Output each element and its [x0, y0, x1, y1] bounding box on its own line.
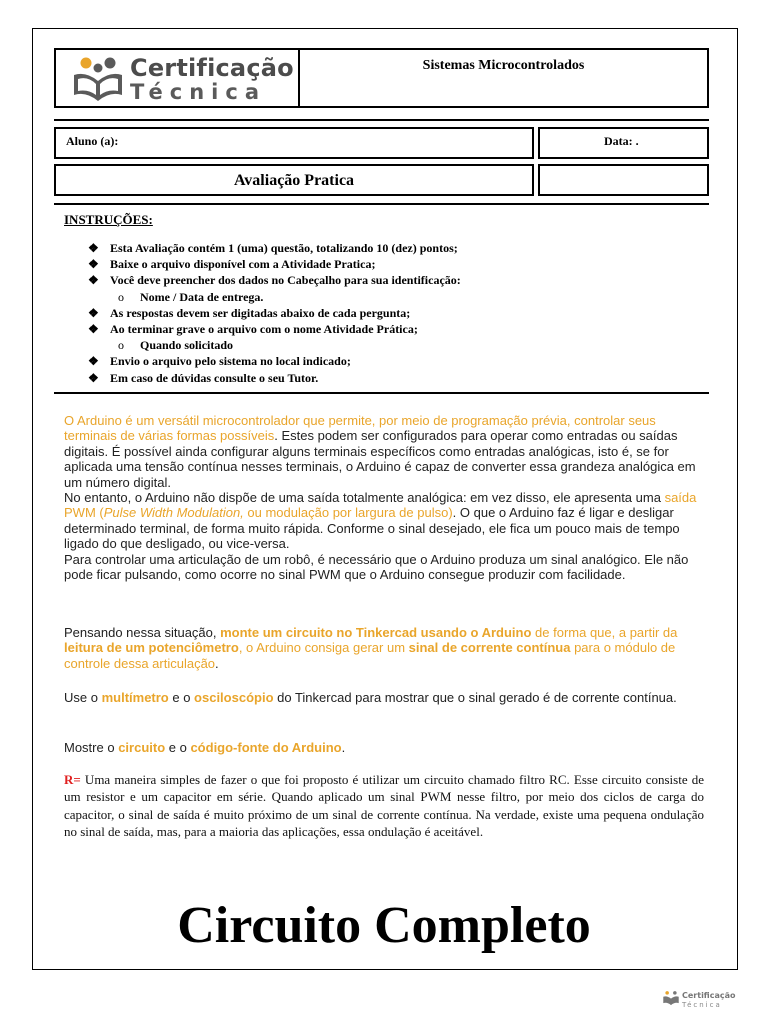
- instruction-item: ❖ Você deve preencher dos dados no Cabeçalho para sua identificação:: [88, 273, 461, 288]
- footer-logo-line1: Certificação: [682, 991, 736, 1000]
- instructions-top-divider: [54, 203, 709, 205]
- footer-logo-icon: [662, 990, 680, 1006]
- diamond-bullet-icon: ❖: [88, 322, 99, 337]
- diamond-bullet-icon: ❖: [88, 354, 99, 369]
- diamond-bullet-icon: ❖: [88, 241, 99, 255]
- instruction-item: ❖ Baixe o arquivo disponível com a Atividade Pratica;: [88, 257, 376, 272]
- diamond-bullet-icon: ❖: [88, 370, 99, 385]
- answer-marker: R=: [64, 772, 81, 787]
- instructions-list: [88, 240, 688, 386]
- footer-logo-line2: Técnica: [682, 1001, 722, 1009]
- instruction-item: ❖ Ao terminar grave o arquivo com o nome Atividade Prática;: [88, 322, 418, 337]
- question-paragraph-tools: Use o multímetro e o osciloscópio do Tinkercad para mostrar que o sinal gerado é de corrente contínua.: [64, 690, 677, 705]
- subject-box: [298, 48, 709, 108]
- logo-brand-line1: Certificação: [130, 54, 294, 82]
- grade-box: [538, 164, 709, 196]
- diamond-bullet-icon: ❖: [88, 305, 99, 320]
- date-label: Data: .: [604, 134, 639, 148]
- circle-bullet-icon: o: [118, 338, 124, 353]
- instruction-item: ❖ As respostas devem ser digitadas abaixo de cada pergunta;: [88, 305, 411, 320]
- student-name-label: Aluno (a):: [66, 134, 119, 148]
- circuit-section-title: Circuito Completo: [177, 897, 591, 954]
- question-paragraph-show: Mostre o circuito e o código-fonte do Arduino.: [64, 740, 346, 755]
- date-field[interactable]: [538, 127, 709, 159]
- instruction-subitem: o Nome / Data de entrega.: [118, 289, 264, 304]
- answer-paragraph: R= Uma maneira simples de fazer o que foi proposto é utilizar um circuito chamado filtro RC. Esse circuito consiste de um resistor e um capacitor em série. Quando aplicado um sinal PWM nesse filtro, por meio dos ciclos de carga do capacitor, o sinal de saída é muito próximo de um sinal de corrente contínua. Na verdade, existe uma pequena ondulação no sinal de saída, mas, para a maioria das aplicações, essa ondulação é aceitável.: [64, 772, 704, 839]
- diamond-bullet-icon: ❖: [88, 257, 99, 272]
- instructions-heading: INSTRUÇÕES:: [64, 212, 153, 227]
- instruction-item: ❖ Em caso de dúvidas consulte o seu Tutor.: [88, 370, 319, 385]
- assessment-title: Avaliação Pratica: [233, 172, 355, 189]
- instruction-item: ❖ Esta Avaliação contém 1 (uma) questão, totalizando 10 (dez) pontos;: [88, 241, 458, 255]
- question-paragraph-intro: O Arduino é um versátil microcontrolador que permite, por meio de programação prévia, controlar seus terminais de várias formas possíveis. Estes podem ser configurados para operar como entradas ou saídas digitais. É possível ainda configurar alguns terminais específicos como entradas analógicas, isto é, se for aplicada uma tensão contínua nesses terminais, o Arduino é capaz de converter essa grandeza analógica em um número digital. No entanto, o Arduino não dispõe de uma saída totalmente analógica: em vez disso, ele apresenta uma saída PWM (Pulse Width Modulation, ou modulação por largura de pulso). O que o Arduino faz é ligar e desligar determinado terminal, de forma muito rápida. Conforme o sinal desejado, ele fica um pouco mais de tempo ligado do que desligado, ou vice-versa. Para controlar uma articulação de um robô, é necessário que o Arduino produza um sinal analógico. Ele não pode ficar pulsando, como ocorre no sinal PWM que o Arduino consegue produzir com facilidade.: [64, 413, 697, 583]
- student-name-field[interactable]: [54, 127, 534, 159]
- header-divider: [54, 119, 709, 121]
- instruction-item: ❖ Envio o arquivo pelo sistema no local indicado;: [88, 354, 351, 369]
- logo-readers-icon: [70, 55, 126, 103]
- instruction-subitem: o Quando solicitado: [118, 338, 234, 353]
- assessment-title-box: [54, 164, 534, 196]
- course-subject: Sistemas Microcontrolados: [422, 58, 585, 73]
- instructions-bottom-divider: [54, 392, 709, 394]
- question-paragraph-task: Pensando nessa situação, monte um circuito no Tinkercad usando o Arduino de forma que, a partir da leitura de um potenciômetro, o Arduino consiga gerar um sinal de corrente contínua para o módulo de controle dessa articulação.: [64, 625, 678, 671]
- circle-bullet-icon: o: [118, 289, 124, 304]
- logo-brand-line2: Técnica: [130, 80, 266, 104]
- diamond-bullet-icon: ❖: [88, 273, 99, 288]
